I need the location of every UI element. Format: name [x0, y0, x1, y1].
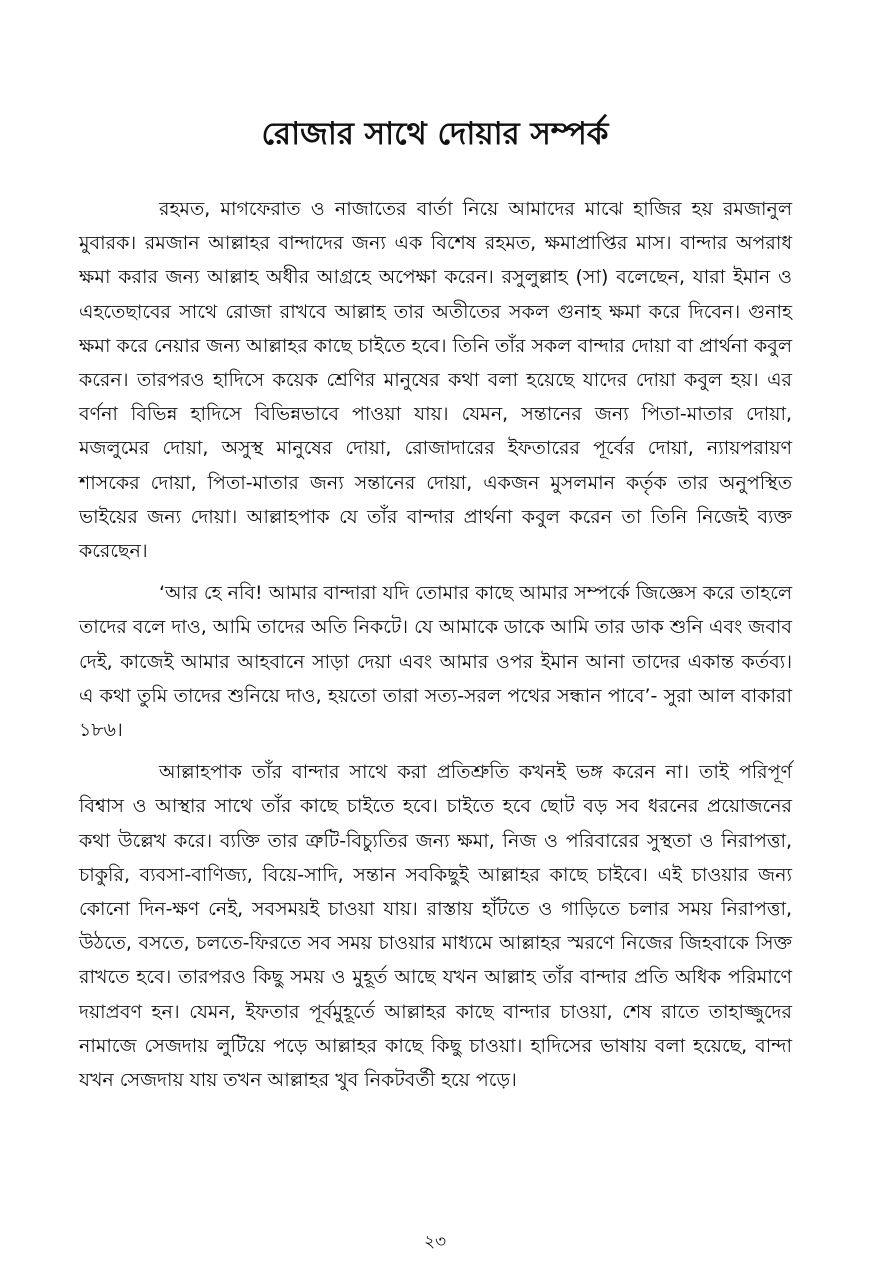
paragraph-intro: রহমত, মাগফেরাত ও নাজাতের বার্তা নিয়ে আমাদের মাঝে হাজির হয় রমজানুল মুবারক। রমজান আল্লাহর বান্দাদের জন্য এক বিশেষ রহমত, ক্ষমাপ্রাপ্তির মাস। বান্দার অপরাধ ক্ষমা করার জন্য আল্লাহ অধীর আগ্রহে অপেক্ষা করেন। রসুলুল্লাহ (সা) বলেছেন, যারা ইমান ও এহতেছাবের সাথে রোজা রাখবে আল্লাহ তার অতীতের সকল গুনাহ ক্ষমা করে দিবেন। গুনাহ ক্ষমা করে নেয়ার জন্য আল্লাহর কাছে চাইতে হবে। তিনি তাঁর সকল বান্দার দোয়া বা প্রার্থনা কবুল করেন। তারপরও হাদিসে কয়েক শ্রেণির মানুষের কথা বলা হয়েছে যাদের দোয়া কবুল হয়। এর বর্ণনা বিভিন্ন হাদিসে বিভিন্নভাবে পাওয়া যায়। যেমন, সন্তানের জন্য পিতা-মাতার দোয়া, মজলুমের দোয়া, অসুস্থ মানুষের দোয়া, রোজাদারের ইফতারের পূর্বের দোয়া, ন্যায়পরায়ণ শাসকের দোয়া, পিতা-মাতার জন্য সন্তানের দোয়া, একজন মুসলমান কর্তৃক তার অনুপস্থিত ভাইয়ের জন্য দোয়া। আল্লাহপাক যে তাঁর বান্দার প্রার্থনা কবুল করেন তা তিনি নিজেই ব্যক্ত করেছেন।	[79, 198, 792, 563]
paragraph-quran-quote: ‘আর হে নবি! আমার বান্দারা যদি তোমার কাছে আমার সম্পর্কে জিজ্ঞেস করে তাহলে তাদের বলে দাও, আমি তাদের অতি নিকটে। যে আমাকে ডাকে আমি তার ডাক শুনি এবং জবাব দেই, কাজেই আমার আহবানে সাড়া দেয়া এবং আমার ওপর ইমান আনা তাদের একান্ত কর্তব্য। এ কথা তুমি তাদের শুনিয়ে দাও, হয়তো তারা সত্য-সরল পথের সন্ধান পাবে’- সুরা আল বাকারা ১৮৬।	[79, 582, 792, 742]
page-number: ২৩	[423, 1232, 447, 1252]
body-text	[79, 192, 792, 1097]
chapter-title: রোজার সাথে দোয়ার সম্পর্ক	[261, 116, 609, 152]
paragraph-conclusion: আল্লাহপাক তাঁর বান্দার সাথে করা প্রতিশ্রুতি কখনই ভঙ্গ করেন না। তাই পরিপূর্ণ বিশ্বাস ও আস্থার সাথে তাঁর কাছে চাইতে হবে। চাইতে হবে ছোট বড় সব ধরনের প্রয়োজনের কথা উল্লেখ করে। ব্যক্তি তার ত্রুটি-বিচ্যুতির জন্য ক্ষমা, নিজ ও পরিবারের সুস্থতা ও নিরাপত্তা, চাকুরি, ব্যবসা-বাণিজ্য, বিয়ে-সাদি, সন্তান সবকিছুই আল্লাহর কাছে চাইবে। এই চাওয়ার জন্য কোনো দিন-ক্ষণ নেই, সবসময়ই চাওয়া যায়। রাস্তায় হাঁটতে ও গাড়িতে চলার সময় নিরাপত্তা, উঠতে, বসতে, চলতে-ফিরতে সব সময় চাওয়ার মাধ্যমে আল্লাহর স্মরণে নিজের জিহবাকে সিক্ত রাখতে হবে। তারপরও কিছু সময় ও মুহূর্ত আছে যখন আল্লাহ তাঁর বান্দার প্রতি অধিক পরিমাণে দয়াপ্রবণ হন। যেমন, ইফতার পূর্বমুহূর্তে আল্লাহর কাছে বান্দার চাওয়া, শেষ রাতে তাহাজ্জুদের নামাজে সেজদায় লুটিয়ে পড়ে আল্লাহর কাছে কিছু চাওয়া। হাদিসের ভাষায় বলা হয়েছে, বান্দা যখন সেজদায় যায় তখন আল্লাহর খুব নিকটবর্তী হয়ে পড়ে।	[79, 761, 792, 1092]
